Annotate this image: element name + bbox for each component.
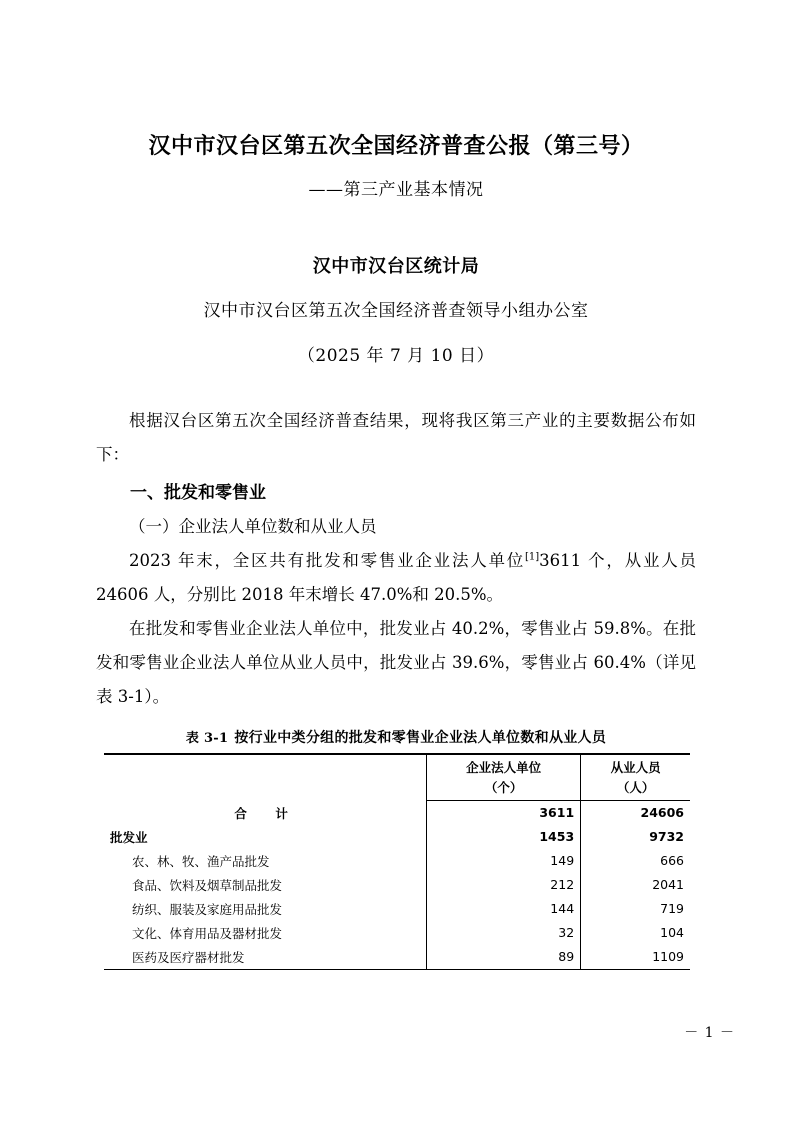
paragraph-1-part1: 2023 年末，全区共有批发和零售业企业法人单位 (129, 551, 525, 571)
table-caption-text: 按行业中类分组的批发和零售业企业法人单位数和从业人员 (234, 730, 607, 747)
table-header-units-line2: （个） (484, 779, 523, 795)
row-units: 89 (427, 945, 581, 970)
table-row (104, 945, 690, 970)
row-employees: 9732 (581, 825, 690, 849)
row-employees: 2041 (581, 873, 690, 897)
table-header-row (104, 754, 690, 800)
row-label: 批发业 (110, 829, 148, 845)
row-units: 1453 (427, 825, 581, 849)
row-employees: 24606 (581, 801, 690, 825)
row-employees: 719 (581, 897, 690, 921)
table-row (104, 873, 690, 897)
row-label: 合 计 (234, 805, 296, 821)
table-header-units (427, 754, 581, 800)
row-label: 农、林、牧、渔产品批发 (132, 853, 270, 869)
table-header-employees-line1: 从业人员 (610, 760, 661, 776)
table-caption (96, 727, 696, 747)
table-row (104, 921, 690, 945)
row-units: 144 (427, 897, 581, 921)
row-label: 医药及医疗器材批发 (104, 945, 427, 970)
data-table (104, 753, 690, 969)
table-row (104, 897, 690, 921)
footnote-marker: [1] (525, 551, 540, 563)
section-heading-1: 一、批发和零售业 (130, 482, 266, 503)
row-units: 3611 (427, 801, 581, 825)
document-body (96, 130, 696, 970)
issuer-block (96, 252, 696, 366)
row-label: 文化、体育用品及器材批发 (132, 925, 283, 941)
page-number: － 1 － (684, 1025, 735, 1041)
page-subtitle: ——第三产业基本情况 (308, 180, 484, 200)
table-header-employees-line2: （人） (616, 779, 655, 795)
table-header-units-line1: 企业法人单位 (466, 760, 542, 776)
row-label: 纺织、服装及家庭用品批发 (132, 901, 283, 917)
row-units: 32 (427, 921, 581, 945)
table-number: 表 3-1 (185, 731, 229, 747)
row-employees: 1109 (581, 945, 690, 970)
row-employees: 666 (581, 849, 690, 873)
row-units: 149 (427, 849, 581, 873)
publication-date: （2025 年 7 月 10 日） (297, 346, 495, 366)
intro-paragraph: 根据汉台区第五次全国经济普查结果，现将我区第三产业的主要数据公布如下： (96, 411, 696, 464)
table-row (104, 849, 690, 873)
issuer-primary: 汉中市汉台区统计局 (312, 256, 480, 277)
row-employees: 104 (581, 921, 690, 945)
table-row (104, 801, 690, 825)
row-label: 食品、饮料及烟草制品批发 (132, 877, 283, 893)
table-header-employees (581, 754, 690, 800)
paragraph-1 (96, 544, 696, 612)
subsection-heading-1: （一）企业法人单位数和从业人员 (129, 517, 377, 537)
table-row (104, 825, 690, 849)
row-units: 212 (427, 873, 581, 897)
issuer-secondary: 汉中市汉台区第五次全国经济普查领导小组办公室 (203, 301, 589, 321)
table-header-blank (104, 754, 427, 800)
paragraph-2: 在批发和零售业企业法人单位中，批发业占 40.2%，零售业占 59.8%。在批发和零售业企业法人单位从业人员中，批发业占 39.6%，零售业占 60.4%（详见表 3-1）。 (96, 618, 696, 706)
page-title: 汉中市汉台区第五次全国经济普查公报（第三号） (148, 133, 644, 159)
paragraph-1-part2: 3611 个，从业人员 24606 人，分别比 2018 年末增长 47.0%和 20.5%。 (96, 551, 696, 605)
